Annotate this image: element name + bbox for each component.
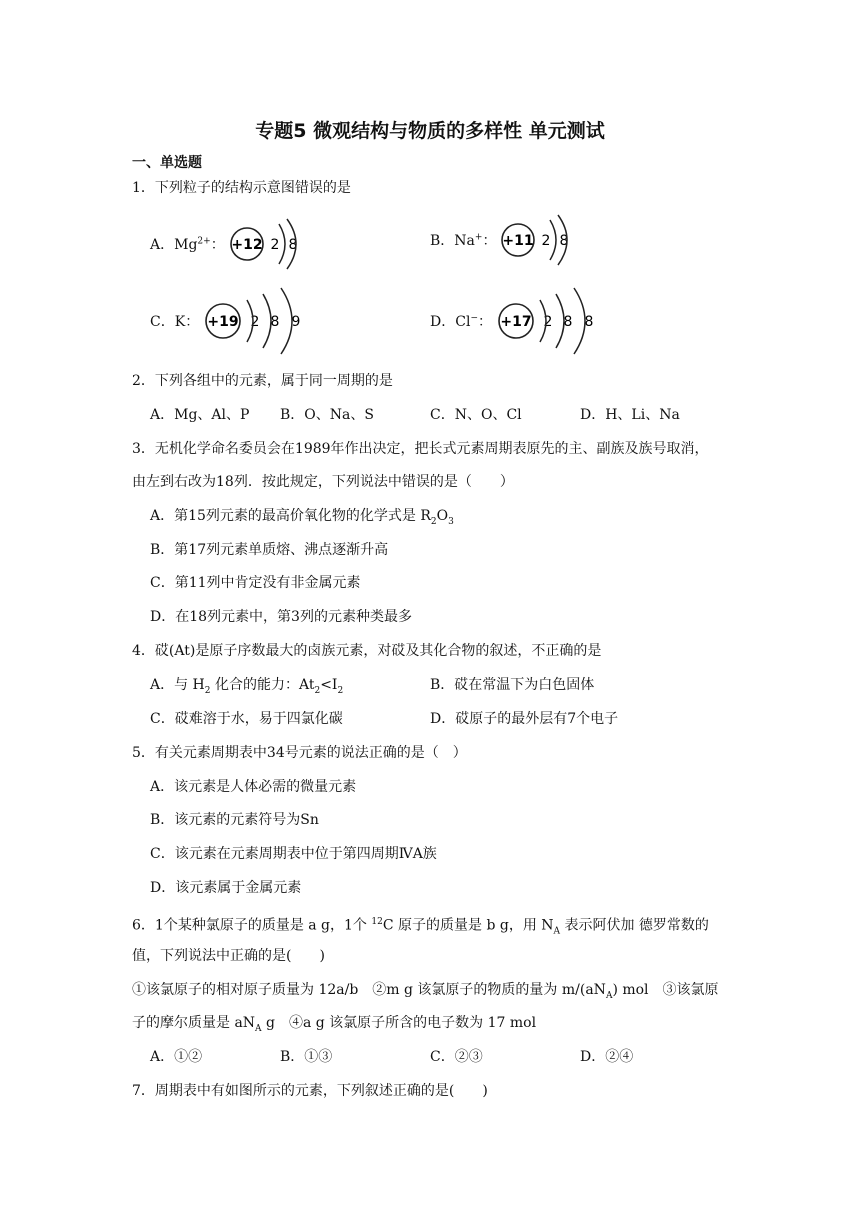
svg-text:8: 8 — [559, 233, 569, 249]
svg-text:2: 2 — [541, 233, 551, 249]
q4-stem: 4．砹(At)是原子序数最大的卤族元素，对砹及其化合物的叙述，不正确的是 — [132, 643, 602, 659]
q5-stem: 5．有关元素周期表中34号元素的说法正确的是（ ） — [132, 745, 467, 761]
page-title: 专题5 微观结构与物质的多样性 单元测试 — [255, 120, 605, 142]
q6-option-a[interactable]: A．①② — [150, 1049, 203, 1065]
svg-text:9: 9 — [291, 314, 301, 330]
q4-option-d[interactable]: D．砹原子的最外层有7个电子 — [430, 711, 619, 727]
q7-stem: 7．周期表中有如图所示的元素，下列叙述正确的是( ) — [132, 1083, 488, 1099]
q6-option-c[interactable]: C．②③ — [430, 1049, 483, 1065]
q1-option-c[interactable] — [150, 286, 323, 356]
q3-option-c[interactable]: C．第11列中肯定没有非金属元素 — [150, 575, 361, 591]
q2-option-c[interactable]: C．N、O、Cl — [430, 407, 522, 423]
q4-option-c[interactable]: C．砹难溶于水，易于四氯化碳 — [150, 711, 343, 727]
q3-option-a[interactable]: A．第15列元素的最高价氧化物的化学式是 $R_2O_3$ — [150, 508, 454, 527]
svg-text:+17: +17 — [500, 314, 532, 330]
atom-structure-diagram-k — [203, 286, 323, 356]
svg-text:8: 8 — [288, 237, 298, 253]
q1-stem: 1．下列粒子的结构示意图错误的是 — [132, 180, 351, 196]
q2-option-d[interactable]: D．H、Li、Na — [580, 407, 680, 423]
q3-stem-line2: 由左到右改为18列．按此规定，下列说法中错误的是（ ） — [132, 474, 514, 490]
svg-text:8: 8 — [563, 314, 573, 330]
q1-option-b-label: B．Na+： — [430, 232, 497, 249]
q1-option-d-label: D．Cl−： — [430, 313, 492, 330]
q3-option-d[interactable]: D．在18列元素中，第3列的元素种类最多 — [150, 609, 412, 625]
q5-option-b[interactable]: B．该元素的元素符号为Sn — [150, 812, 319, 828]
atom-structure-diagram-na — [500, 212, 590, 268]
q1-option-a[interactable] — [150, 216, 319, 272]
q6-stem-line2: 值，下列说法中正确的是( ) — [132, 948, 325, 964]
svg-text:2: 2 — [250, 314, 260, 330]
section-heading: 一、单选题 — [132, 155, 202, 171]
svg-text:+12: +12 — [231, 237, 263, 253]
q6-option-b[interactable]: B．①③ — [280, 1049, 333, 1065]
q6-stem-line1: 6．1个某种氯原子的质量是 a g，1个 $^{12}$C 原子的质量是 b g，用 $N_A$ 表示阿伏加 德罗常数的 — [132, 917, 709, 937]
q3-stem-line1: 3．无机化学命名委员会在1989年作出决定，把长式元素周期表原先的主、副族及族号取消， — [132, 441, 709, 457]
q5-option-d[interactable]: D．该元素属于金属元素 — [150, 880, 302, 896]
svg-text:+11: +11 — [502, 233, 535, 249]
q5-option-a[interactable]: A．该元素是人体必需的微量元素 — [150, 779, 357, 795]
q1-option-a-label: A．$Mg^{2+}$： — [150, 236, 225, 253]
atom-structure-diagram-cl — [496, 286, 616, 356]
q2-stem: 2．下列各组中的元素，属于同一周期的是 — [132, 373, 393, 389]
q6-option-d[interactable]: D．②④ — [580, 1049, 634, 1065]
q1-option-d[interactable] — [430, 286, 616, 356]
q3-option-b[interactable]: B．第17列元素单质熔、沸点逐渐升高 — [150, 542, 389, 558]
svg-text:8: 8 — [270, 314, 280, 330]
q1-option-b[interactable] — [430, 212, 590, 268]
svg-text:2: 2 — [543, 314, 553, 330]
q4-option-a[interactable]: A．与 $H_2$ 化合的能力：$At_2<I_2$ — [150, 677, 344, 696]
svg-text:2: 2 — [270, 237, 280, 253]
svg-text:+19: +19 — [207, 314, 239, 330]
svg-text:8: 8 — [584, 314, 594, 330]
q5-option-c[interactable]: C．该元素在元素周期表中位于第四周期ⅣA族 — [150, 846, 437, 862]
q4-option-b[interactable]: B．砹在常温下为白色固体 — [430, 677, 595, 693]
q2-option-b[interactable]: B．O、Na、S — [280, 407, 374, 423]
q6-statements-line2: 子的摩尔质量是 $aN_A$ g ④a g 该氯原子所含的电子数为 17 mol — [132, 1015, 537, 1034]
q1-option-c-label: C．K： — [150, 314, 200, 330]
q2-option-a[interactable]: A．Mg、Al、P — [150, 407, 250, 423]
atom-structure-diagram-mg — [229, 216, 319, 272]
q6-statements-line1: ①该氯原子的相对原子质量为 12a/b ②m g 该氯原子的物质的量为 $m/(aN_A)$ mol ③该氯原 — [132, 982, 719, 1001]
